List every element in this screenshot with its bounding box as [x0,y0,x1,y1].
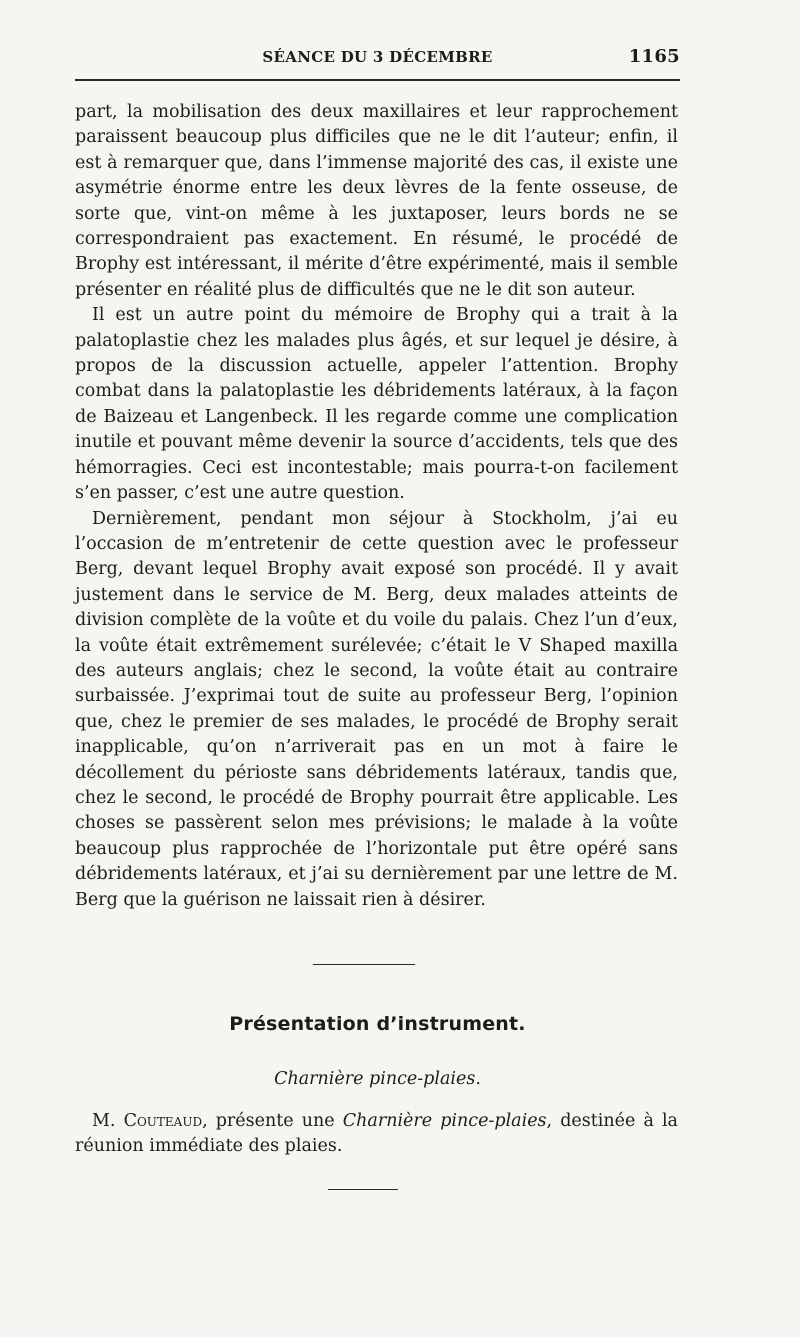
running-header [75,46,680,70]
author-name: M. Couteaud [92,1111,203,1131]
section-title: Présentation d’instrument. [229,1013,526,1035]
presentation-paragraph [75,1109,678,1160]
section-subtitle: Charnière pince-plaies. [274,1069,481,1089]
text-after: , destinée à la réunion immédiate des plaies. [75,1111,678,1157]
body-text [75,100,678,913]
section-divider-bottom [328,1189,398,1190]
paragraph-3: Dernièrement, pendant mon séjour à Stockholm, j’ai eu l’occasion de m’entretenir de cette question avec le professeur Berg, devant lequel Brophy avait exposé son procédé. Il y avait justement dans le service de M. Berg, deux malades atteints de division complète de la voûte et du voile du palais. Chez l’un d’eux, la voûte était extrêmement surélevée; c’était le V Shaped maxilla des auteurs anglais; chez le second, la voûte était au contraire surbaissée. J’exprimai tout de suite au professeur Berg, l’opinion que, chez le premier de ses malades, le procédé de Brophy serait inapplicable, qu’on n’arriverait pas en un mot à faire le décollement du périoste sans débridements latéraux, tandis que, chez le second, le procédé de Brophy pourrait être applicable. Les choses se passèrent selon mes prévisions; le malade à la voûte beaucoup plus rapprochée de l’horizontale put être opéré sans débridements latéraux, et j’ai su dernièrement par une lettre de M. Berg que la guérison ne laissait rien à désirer. [75,508,678,910]
paragraph-2: Il est un autre point du mémoire de Brophy qui a trait à la palatoplastie chez les malades plus âgés, et sur lequel je désire, à propos de la discussion actuelle, appeler l’attention. Brophy combat dans la palatoplastie les débridements latéraux, à la façon de Baizeau et Langenbeck. Il les regarde comme une complication inutile et pouvant même devenir la source d’accidents, tels que des hémorragies. Ceci est incontestable; mais pourra-t-on facilement s’en passer, c’est une autre question. [75,305,678,504]
running-header-title: SÉANCE DU 3 DÉCEMBRE [262,48,493,66]
header-rule [75,79,680,81]
instrument-name: Charnière pince-plaies [342,1111,547,1131]
paragraph-1: part, la mobilisation des deux maxillaires et leur rapprochement paraissent beaucoup plus difficiles que ne le dit l’auteur; enfin, il est à remarquer que, dans l’immense majorité des cas, il existe une asymétrie énorme entre les deux lèvres de la fente osseuse, de sorte que, vint-on même à les juxtaposer, leurs bords ne se correspondraient pas exactement. En résumé, le procédé de Brophy est intéressant, il mérite d’être expérimenté, mais il semble présenter en réalité plus de difficultés que ne le dit son auteur. [75,102,678,300]
page-number: 1165 [628,46,680,67]
text-before: , présente une [202,1111,343,1131]
section-divider-top [313,964,415,965]
